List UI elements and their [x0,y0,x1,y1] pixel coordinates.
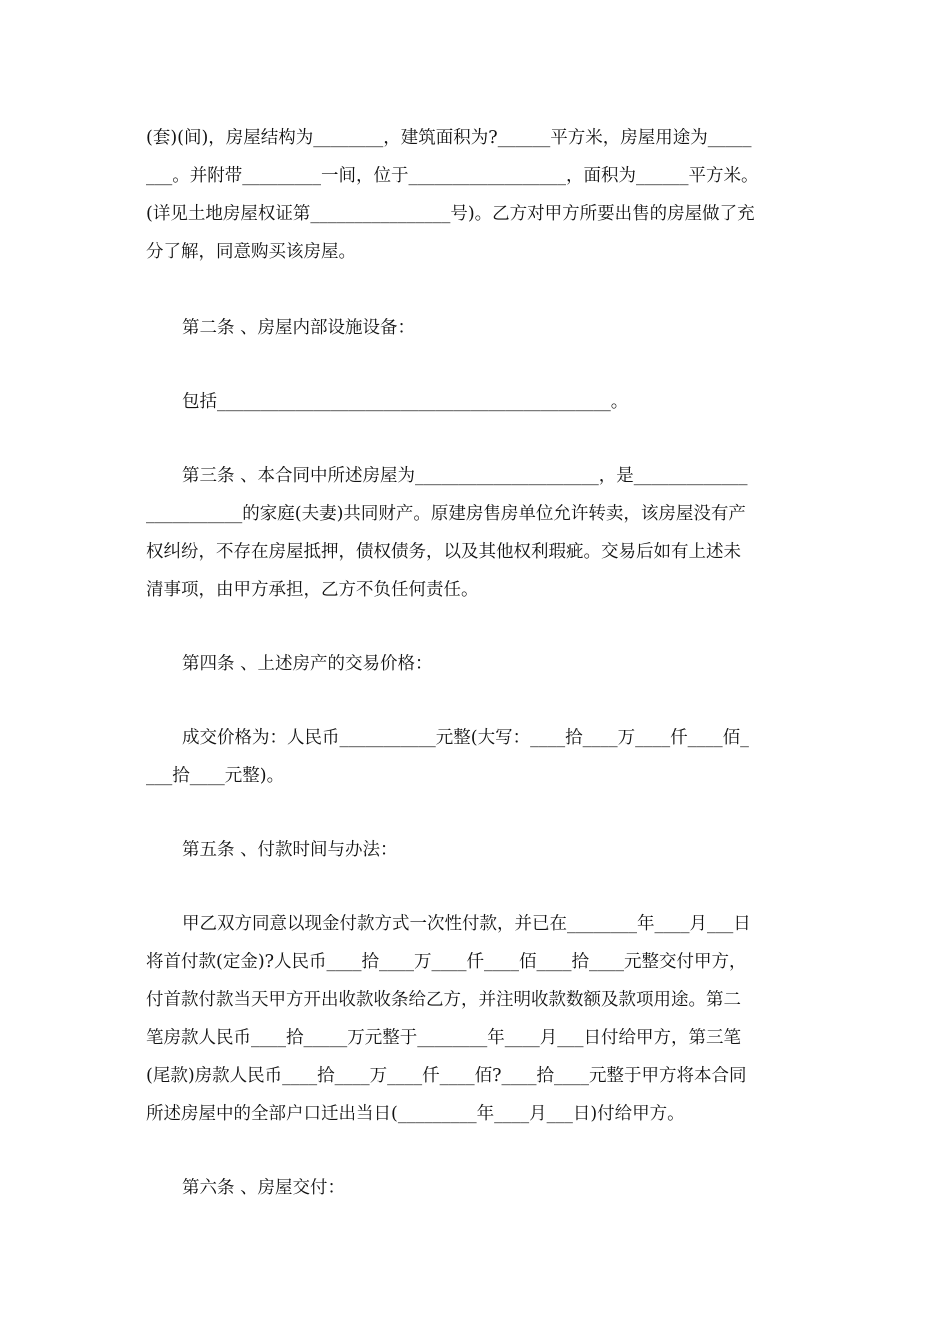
article-heading: 第五条 、付款时间与办法： [182,840,398,860]
text-line: 甲乙双方同意以现金付款方式一次性付款，并已在________年____月___日 [182,914,751,934]
text-line: 权纠纷，不存在房屋抵押，债权债务，以及其他权利瑕疵。交易后如有上述未 [146,542,741,562]
text-line: 将首付款(定金)?人民币____拾____万____仟____佰____拾____元整交付甲方， [146,952,747,972]
article-heading: 第二条 、房屋内部设施设备： [182,318,416,338]
text-line: 所述房屋中的全部户口迁出当日(_________年____月___日)付给甲方。 [146,1104,685,1124]
text-line: ___________的家庭(夫妻)共同财产。原建房售房单位允许转卖，该房屋没有产 [146,504,746,524]
article-heading: 第三条 、本合同中所述房屋为_____________________，是_____________ [182,466,748,486]
text-line: (套)(间)，房屋结构为________，建筑面积为?______平方米，房屋用途为_____ [146,128,752,148]
text-line: ___。并附带_________一间，位于__________________，面积为______平方米。 [146,166,759,186]
text-line: 包括_____________________________________________。 [182,392,629,412]
text-line: (尾款)房款人民币____拾____万____仟____佰?____拾____元整于甲方将本合同 [146,1066,747,1086]
text-line: (详见土地房屋权证第________________号)。乙方对甲方所要出售的房屋做了充 [146,204,755,224]
article-heading: 第六条 、房屋交付： [182,1178,346,1198]
text-line: 清事项，由甲方承担，乙方不负任何责任。 [146,580,479,600]
text-line: ___拾____元整)。 [146,766,285,786]
article-heading: 第四条 、上述房产的交易价格： [182,654,433,674]
text-line: 分了解，同意购买该房屋。 [146,242,356,262]
text-line: 笔房款人民币____拾_____万元整于________年____月___日付给甲方，第三笔 [146,1028,741,1048]
text-line: 成交价格为：人民币___________元整(大写：____拾____万____仟____佰_ [182,728,749,748]
text-line: 付首款付款当天甲方开出收款收条给乙方，并注明收款数额及款项用途。第二 [146,990,741,1010]
